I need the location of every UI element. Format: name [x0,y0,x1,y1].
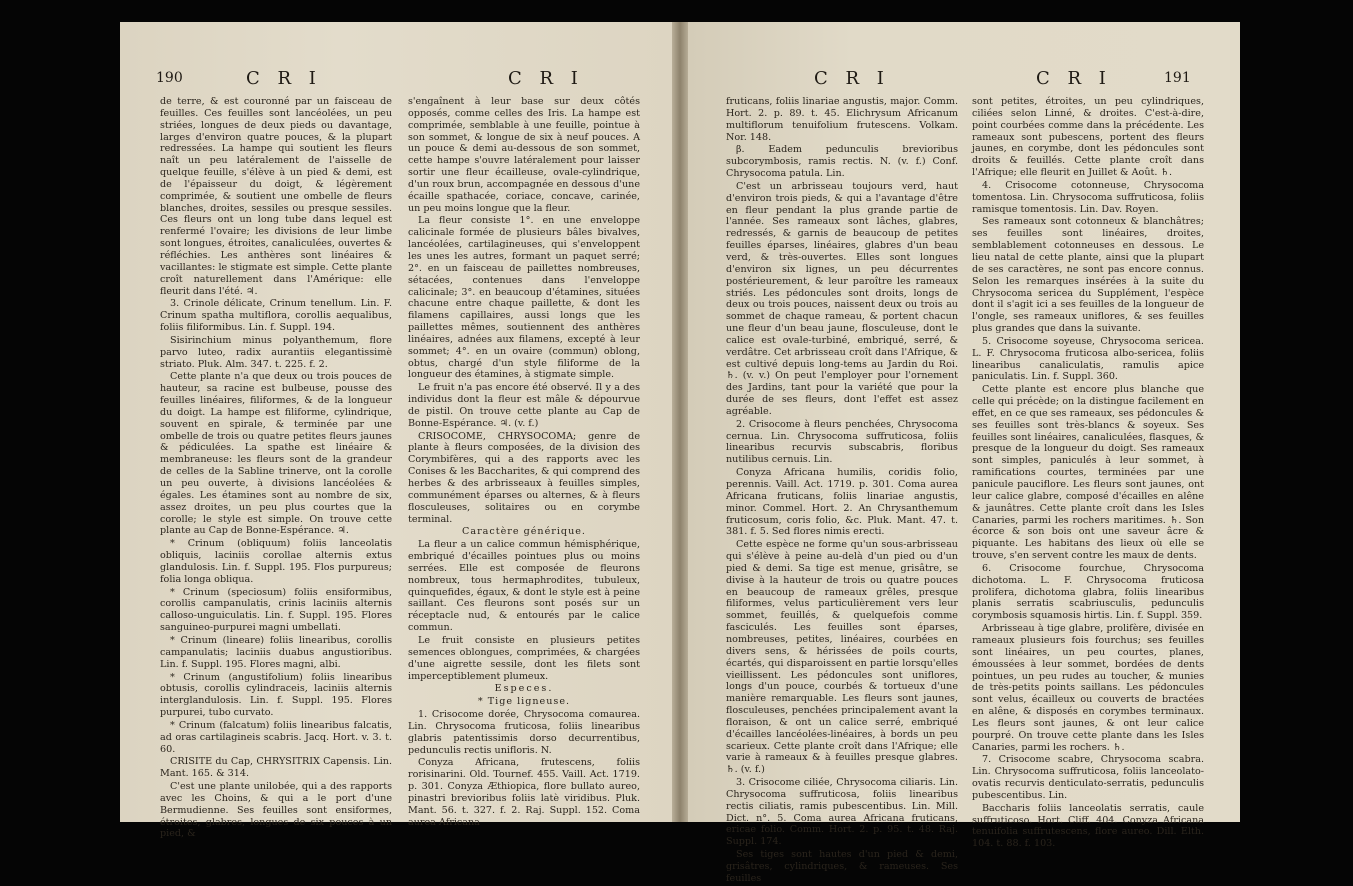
paragraph: Cette plante est encore plus blanche que celle qui précède; on la distingue facilement en effet, en ce que ses rameaux, ses pédoncules & ses feuilles sont très-blancs & soyeux. Ses feuilles sont linéaires, canaliculées, flasques, & presque de la longueur du doigt. Ses rameaux sont simples, paniculés à leur sommet, à ramifications courtes, terminées par une panicule pauciflore. Les fleurs sont jaunes, ont leur calice glabre, composé d'écailles en alêne & jaunâtres. Cette plante croît dans les Isles Canaries, parmi les rochers maritimes. ♄. Son écorce & son bois ont une saveur âcre & piquante. Les habitans des lieux où elle se trouve, s'en servent contre les maux de dents. [972,384,1204,562]
open-book [120,22,1240,884]
paragraph: CRISOCOME, CHRYSOCOMA; genre de plante à fleurs composées, de la division des Corymbifères, qui a des rapports avec les Conises & les Baccharites, & qui comprend des herbes & des arbrisseaux à feuilles simples, communément éparses ou alternes, & à fleurs flosculeuses, solitaires ou en corymbe terminal. [408,430,640,525]
right-page-column-2 [972,96,1204,851]
paragraph: C'est une plante unilobée, qui a des rapports avec les Choins, & qui a le port d'une Bermudienne. Ses feuilles sont ensiformes, étroites, glabres, longues de six pouces à un pied, & [160,781,392,840]
paragraph: Le fruit n'a pas encore été observé. Il y a des individus dont la fleur est mâle & dépourvue de pistil. On trouve cette plante au Cap de Bonne-Espérance. ♃. (v. f.) [408,382,640,429]
paragraph: Le fruit consiste en plusieurs petites semences oblongues, comprimées, & chargées d'une aigrette sessile, dont les filets sont imperceptiblement plumeux. [408,634,640,682]
paragraph: * Crinum (angustifolium) foliis linearibus obtusis, corollis cylindraceis, laciniis alternis interglandulosis. Lin. f. Suppl. 195. Flores purpurei, tubo curvato. [160,671,392,719]
book-gutter [672,22,688,822]
paragraph: CRISITE du Cap, CHRYSITRIX Capensis. Lin. Mant. 165. & 314. [160,756,392,780]
paragraph: 1. Crisocome dorée, Chrysocoma comaurea. Lin. Chrysocoma fruticosa, foliis linearibus glabris patentissimis dorso decurrentibus, pedunculis rectis unifloris. N. [408,709,640,756]
header-word: C R I [508,68,584,89]
left-running-head [120,68,672,94]
paragraph: 2. Crisocome à fleurs penchées, Chrysocoma cernua. Lin. Chrysocoma suffruticosa, foliis linearibus recurvis subscabris, floribus nutilibus cernuis. Lin. [726,418,958,466]
paragraph: sont petites, étroites, un peu cylindriques, ciliées selon Linné, & droites. C'est-à-dire, point courbées comme dans la précédente. Les rameaux sont pubescens, portent des fleurs jaunes, en corymbe, dont les pédoncules sont droits & feuillés. Cette plante croît dans l'Afrique; elle fleurit en Juillet & Août. ♄. [972,96,1204,179]
right-page-column-1 [726,96,958,886]
page-number-left: 190 [156,70,183,86]
paragraph: Conyza Africana humilis, coridis folio, perennis. Vaill. Act. 1719. p. 301. Coma aurea Africana fruticans, foliis linariae angustis, minor. Commel. Hort. 2. An Chrysanthemum fruticosum, coris folio, &c. Pluk. Mant. 47. t. 381. f. 5. Sed flores nimis erecti. [726,467,958,538]
paragraph: 6. Crisocome fourchue, Chrysocoma dichotoma. L. F. Chrysocoma fruticosa prolifera, dichotoma glabra, foliis linearibus planis serratis scabriusculis, pedunculis corymbosis squamosis hirtis. Lin. f. Suppl. 359. [972,562,1204,622]
paragraph: 7. Crisocome scabre, Chrysocoma scabra. Lin. Chrysocoma suffruticosa, foliis lanceolato-ovatis recurvis denticulato-serratis, pedunculis pubescentibus. Lin. [972,754,1204,801]
paragraph: Arbrisseau à tige glabre, prolifère, divisée en rameaux plusieurs fois fourchus; ses feuilles sont linéaires, un peu courtes, planes, émoussées à leur sommet, bordées de dents pointues, un peu rudes au toucher, & munies de très-petits points saillans. Les pédoncules sont velus, écailleux ou couverts de bractées en alêne, & disposés en corymbes terminaux. Les fleurs sont jaunes, & ont leur calice pourpré. On trouve cette plante dans les Isles Canaries, parmi les rochers. ♄. [972,623,1204,753]
paragraph: fruticans, foliis linariae angustis, major. Comm. Hort. 2. p. 89. t. 45. Elichrysum Africanum multiflorum tenuifolium frutescens. Volkam. Nor. 148. [726,96,958,143]
right-running-head [688,68,1240,94]
paragraph: * Crinum (speciosum) foliis ensiformibus, corollis campanulatis, crinis laciniis alternis calloso-unguiculatis. Lin. f. Suppl. 195. Flores sanguineo-purpurei magni umbellati. [160,586,392,634]
section-heading: Caractère générique. [462,526,586,538]
paragraph: 3. Crinole délicate, Crinum tenellum. Lin. F. Crinum spatha multiflora, corollis aequalibus, foliis filiformibus. Lin. f. Suppl. 194. [160,298,392,334]
paragraph: 4. Crisocome cotonneuse, Chrysocoma tomentosa. Lin. Chrysocoma suffruticosa, foliis ramisque tomentosis. Lin. Dav. Royen. [972,179,1204,215]
section-heading: Especes. [494,683,554,695]
header-word: C R I [1036,68,1112,89]
paragraph: La fleur consiste 1°. en une enveloppe calicinale formée de plusieurs bâles bivalves, lancéolées, cartilagineuses, qui s'enveloppent les unes les autres, formant un paquet serré; 2°. en un faisceau de paillettes nombreuses, sétacées, contenues dans l'enveloppe calicinale; 3°. en beaucoup d'étamines, situées chacune entre chaque paillette, & dont les filamens capillaires, aussi longs que les paillettes mêmes, soutiennent des anthères linéaires, adnées aux filamens, excepté à leur sommet; 4°. en un ovaire (commun) oblong, obtus, chargé d'un style filiforme de la longueur des étamines, à stigmate simple. [408,215,640,381]
header-word: C R I [246,68,322,89]
paragraph: 5. Crisocome soyeuse, Chrysocoma sericea. L. F. Chrysocoma fruticosa albo-sericea, foliis linearibus canaliculatis, ramulis apice paniculatis. Lin. f. Suppl. 360. [972,335,1204,383]
paragraph: * Crinum (obliquum) foliis lanceolatis obliquis, laciniis corollae alternis extus glandulosis. Lin. f. Suppl. 195. Flos purpureus; folia longa obliqua. [160,538,392,585]
paragraph: Sisirinchium minus polyanthemum, flore parvo luteo, radix aurantiis elegantissimè striato. Pluk. Alm. 347. t. 225. f. 2. [160,334,392,370]
paragraph: Baccharis foliis lanceolatis serratis, caule suffruticoso. Hort. Cliff. 404. Conyza Africana tenuifolia suffrutescens, flore aureo. Dill. Elth. 104. t. 88. f. 103. [972,802,1204,850]
paragraph: * Crinum (lineare) foliis linearibus, corollis campanulatis; laciniis duabus angustioribus. Lin. f. Suppl. 195. Flores magni, albi. [160,634,392,670]
left-page-column-2 [408,96,640,829]
paragraph: Conyza Africana, frutescens, foliis rorisinarini. Old. Tournef. 455. Vaill. Act. 1719. p. 301. Conyza Æthiopica, flore bullato aureo, pinastri brevioribus foliis latè viridibus. Pluk. Mant. 56. t. 327. f. 2. Raj. Suppl. 152. Coma aurea Africana [408,757,640,828]
paragraph: 3. Crisocome ciliée, Chrysocoma ciliaris. Lin. Chrysocoma suffruticosa, foliis linearibus rectis ciliatis, ramis pubescentibus. Lin. Mill. Dict. n°. 5. Coma aurea Africana fruticans, ericae folio. Comm. Hort. 2. p. 95. t. 48. Raj. Suppl. 174. [726,777,958,848]
paragraph: de terre, & est couronné par un faisceau de feuilles. Ces feuilles sont lancéolées, un peu striées, longues de deux pieds ou davantage, larges d'environ quatre pouces, & la plupart redressées. La hampe qui soutient les fleurs naît un peu latéralement de l'aisselle de quelque feuille, s'élève à un pied & demi, est de l'épaisseur du doigt, & légèrement comprimée, & soutient une ombelle de fleurs blanches, droites, sessiles ou presque sessiles. Ces fleurs ont un long tube dans lequel est renfermé l'ovaire; les divisions de leur limbe sont longues, étroites, canaliculées, ouvertes & réfléchies. Les anthères sont linéaires & vacillantes: le stigmate est simple. Cette plante croît naturellement dans l'Amérique: elle fleurit dans l'été. ♃. [160,96,392,297]
header-word: C R I [814,68,890,89]
right-page [688,22,1240,884]
paragraph: Ses tiges sont hautes d'un pied & demi, grisâtres, cylindriques, & rameuses. Ses feuilles [726,849,958,884]
paragraph: Cette plante n'a que deux ou trois pouces de hauteur, sa racine est bulbeuse, pousse des feuilles linéaires, filiformes, & de la longueur du doigt. La hampe est filiforme, cylindrique, souvent en spirale, & terminée par une ombelle de trois ou quatre petites fleurs jaunes & pédiculées. La spathe est linéaire & membraneuse: les fleurs sont de la grandeur de celles de la Sabline trinerve, ont la corolle un peu ouverte, à divisions lancéolées & égales. Les étamines sont au nombre de six, assez droites, un peu plus courtes que la corolle; le style est simple. On trouve cette plante au Cap de Bonne-Espérance. ♃. [160,371,392,537]
paragraph: s'engaînent à leur base sur deux côtés opposés, comme celles des Iris. La hampe est comprimée, semblable à une feuille, pointue à son sommet, & longue de six à neuf pouces. A un pouce & demi au-dessous de son sommet, cette hampe s'ouvre latéralement pour laisser sortir une fleur écailleuse, ovale-cylindrique, d'un roux brun, accompagnée en dessous d'une écaille spathacée, coriace, concave, carinée, un peu moins longue que la fleur. [408,96,640,214]
page-number-right: 191 [1164,70,1191,86]
paragraph: β. Eadem pedunculis brevioribus subcorymbosis, ramis rectis. N. (v. f.) Conf. Chrysocoma patula. Lin. [726,144,958,180]
paragraph: Cette espèce ne forme qu'un sous-arbrisseau qui s'élève à peine au-delà d'un pied ou d'un pied & demi. Sa tige est menue, grisâtre, se divise à la hauteur de trois ou quatre pouces en beaucoup de rameaux grêles, presque filiformes, velus particulièrement vers leur sommet, feuillés, & quelquefois comme fasciculés. Les feuilles sont éparses, nombreuses, petites, linéaires, courbées en divers sens, & hérissées de poils courts, écartés, qui disparoissent en partie lorsqu'elles vieillissent. Les pédoncules sont uniflores, longs d'un pouce, courbés & tortueux d'une manière remarquable. Les fleurs sont jaunes, flosculeuses, penchées principalement avant la floraison, & ont un calice serré, embriqué d'écailles lancéolées-linéaires, à bords un peu scarieux. Cette plante croît dans l'Afrique; elle varie à rameaux & à feuilles presque glabres. ♄. (v. f.) [726,539,958,776]
left-page [120,22,672,840]
paragraph: Ses rameaux sont cotonneux & blanchâtres; ses feuilles sont linéaires, droites, semblablement cotonneuses en dessous. Le lieu natal de cette plante, ainsi que la plupart de ses caractères, ne sont pas encore connus. Selon les remarques insérées à la suite du Chrysocoma sericea du Supplément, l'espèce dont il s'agit ici a ses feuilles de la longueur de l'ongle, ses rameaux uniflores, & ses feuilles plus grandes que dans la suivante. [972,216,1204,335]
paragraph: La fleur a un calice commun hémisphérique, embriqué d'écailles pointues plus ou moins serrées. Elle est composée de fleurons nombreux, tous hermaphrodites, tubuleux, quinquefides, égaux, & dont le style est à peine saillant. Ces fleurons sont posés sur un réceptacle nud, & entourés par le calice commun. [408,539,640,634]
subsection-heading: * Tige ligneuse. [477,696,571,708]
left-page-column-1 [160,96,392,841]
paragraph: * Crinum (falcatum) foliis linearibus falcatis, ad oras cartilagineis scabris. Jacq. Hort. v. 3. t. 60. [160,719,392,755]
paragraph: C'est un arbrisseau toujours verd, haut d'environ trois pieds, & qui a l'avantage d'être en fleur pendant la plus grande partie de l'année. Ses rameaux sont lâches, glabres, redressés, & garnis de beaucoup de petites feuilles éparses, linéaires, glabres d'un beau verd, & très-ouvertes. Elles sont longues d'environ six lignes, un peu décurrentes postérieurement, & leur paroître les rameaux striés. Les pédoncules sont droits, longs de deux ou trois pouces, naissent deux ou trois au sommet de chaque rameau, & portent chacun une fleur d'un beau jaune, flosculeuse, dont le calice est ovale-turbiné, embriqué, serré, & verdâtre. Cet arbrisseau croît dans l'Afrique, & est cultivé depuis long-tems au Jardin du Roi. ♄. (v. v.) On peut l'employer pour l'ornement des Jardins, tant pour la variété que pour la durée de ses fleurs, dont l'effet est assez agréable. [726,180,958,417]
